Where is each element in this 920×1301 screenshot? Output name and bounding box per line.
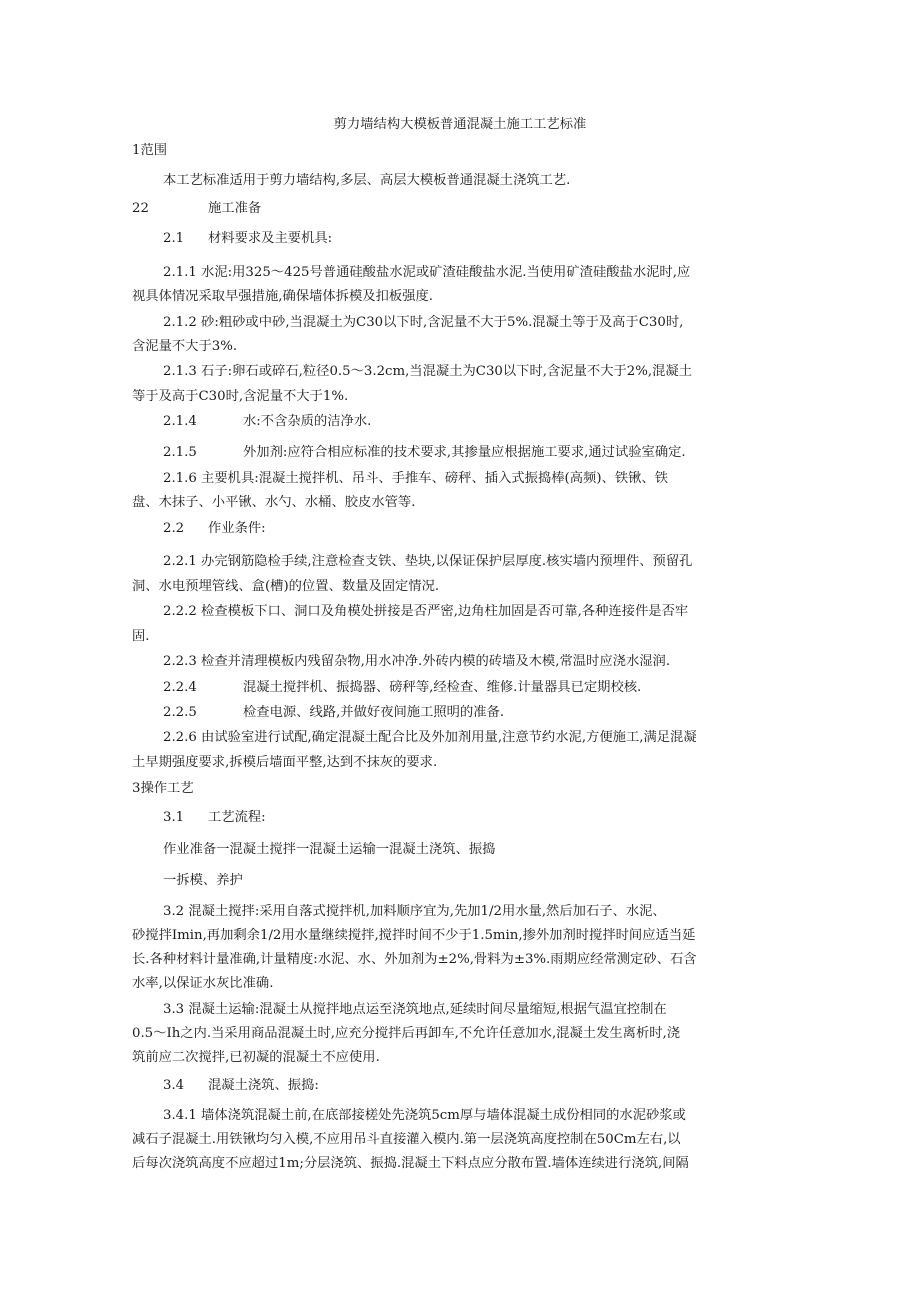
item-2-1-text: 材料要求及主要机具: <box>208 231 333 246</box>
item-3-1-number: 3.1 <box>163 810 185 825</box>
item-2-2-5-number: 2.2.5 <box>163 705 197 720</box>
section-1-text: 本工艺标准适用于剪力墙结构,多层、高层大模板普通混凝土浇筑工艺. <box>163 173 571 188</box>
paragraph-line: 2.1.6 主要机具:混凝土搅拌机、吊斗、手推车、磅秤、插入式振捣棒(高频)、铁锹、铁 <box>163 471 669 486</box>
paragraph-line: 洞、水电预埋管线、盒(槽)的位置、数量及固定情况. <box>132 579 440 594</box>
paragraph-line: 砂搅拌Imin,再加剩余1/2用水量继续搅拌,搅拌时间不少于1.5min,掺外加剂时搅拌时间应适当延 <box>132 928 696 943</box>
paragraph-line: 减石子混凝土.用铁锹均匀入模,不应用吊斗直接灌入模内.第一层浇筑高度控制在50Cm左右,以 <box>132 1132 681 1147</box>
paragraph-line: 2.2.6 由试验室进行试配,确定混凝土配合比及外加剂用量,注意节约水泥,方便施工,满足混凝 <box>163 730 697 745</box>
item-2-2-text: 作业条件: <box>208 521 266 536</box>
item-3-4-number: 3.4 <box>163 1078 185 1093</box>
paragraph-line: 2.2.1 办完钢筋隐检手续,注意检查支铁、垫块,以保证保护层厚度.核实墙内预埋件、预留孔 <box>163 554 693 569</box>
paragraph-line: 3.2 混凝土搅拌:采用自落式搅拌机,加料顺序宜为,先加1/2用水量,然后加石子、水泥、 <box>163 904 666 919</box>
item-2-2-4-number: 2.2.4 <box>163 680 197 695</box>
item-2-1-4-text: 水:不含杂质的洁净水. <box>243 414 372 429</box>
item-2-2-number: 2.2 <box>163 521 185 536</box>
paragraph-line: 0.5～Ih之内.当采用商品混凝土时,应充分搅拌后再卸车,不允许任意加水,混凝土发生离析时,浇 <box>132 1026 681 1041</box>
paragraph-line: 2.2.2 检查模板下口、洞口及角模处拼接是否严密,边角柱加固是否可靠,各种连接件是否牢 <box>163 604 689 619</box>
paragraph-line: 含泥量不大于3%. <box>132 339 238 354</box>
section-1-heading: 1范围 <box>132 143 168 158</box>
process-flow-line: 作业准备一混凝土搅拌一混凝土运输一混凝土浇筑、振捣 <box>163 842 496 857</box>
item-2-2-5-text: 检查电源、线路,并做好夜间施工照明的准备. <box>243 705 505 720</box>
paragraph-line: 2.2.3 检查并清理模板内残留杂物,用水冲净.外砖内模的砖墙及木模,常温时应浇水湿润. <box>163 654 671 669</box>
paragraph-line: 2.1.2 砂:粗砂或中砂,当混凝土为C30以下时,含泥量不大于5%.混凝土等于及高于C30时, <box>163 315 684 330</box>
paragraph-line: 2.1.1 水泥:用325～425号普通硅酸盐水泥或矿渣硅酸盐水泥.当使用矿渣硅酸盐水泥时,应 <box>163 265 691 280</box>
item-2-2-4-text: 混凝土搅拌机、振捣器、磅秤等,经检查、维修.计量器具已定期校核. <box>243 680 642 695</box>
section-2-heading: 施工准备 <box>208 201 262 216</box>
section-3-heading: 3操作工艺 <box>132 781 194 796</box>
item-3-4-text: 混凝土浇筑、振捣: <box>208 1078 319 1093</box>
paragraph-line: 长.各种材料计量准确,计量精度:水泥、水、外加剂为±2%,骨料为±3%.雨期应经常测定砂、石含 <box>132 952 697 967</box>
page-title: 剪力墙结构大模板普通混凝土施工工艺标准 <box>333 117 587 132</box>
paragraph-line: 视具体情况采取早强措施,确保墙体拆模及扣板强度. <box>132 289 433 304</box>
paragraph-line: 3.3 混凝土运输:混凝土从搅拌地点运至浇筑地点,延续时间尽量缩短,根据气温宜控制在 <box>163 1002 667 1017</box>
paragraph-line: 水率,以保证水灰比准确. <box>132 976 274 991</box>
item-3-1-text: 工艺流程: <box>208 810 266 825</box>
paragraph-line: 2.1.3 石子:卵石或碎石,粒径0.5～3.2cm,当混凝土为C30以下时,含泥量不大于2%,混凝土 <box>163 364 692 379</box>
paragraph-line: 3.4.1 墙体浇筑混凝土前,在底部接槎处先浇筑5cm厚与墙体混凝土成份相同的水泥砂浆或 <box>163 1108 686 1123</box>
item-2-1-number: 2.1 <box>163 231 185 246</box>
process-flow-line: 一拆模、养护 <box>163 873 243 888</box>
paragraph-line: 土早期强度要求,拆模后墙面平整,达到不抹灰的要求. <box>132 755 438 770</box>
paragraph-line: 筑前应二次搅拌,已初凝的混凝土不应使用. <box>132 1050 380 1065</box>
item-2-1-5-text: 外加剂:应符合相应标准的技术要求,其掺量应根据施工要求,通过试验室确定. <box>243 445 686 460</box>
item-2-1-5-number: 2.1.5 <box>163 445 197 460</box>
section-2-number: 22 <box>132 201 149 216</box>
paragraph-line: 固. <box>132 629 150 644</box>
paragraph-line: 盘、木抹子、小平锹、水勺、水桶、胶皮水管等. <box>132 495 416 510</box>
paragraph-line: 后每次浇筑高度不应超过1m;分层浇筑、振捣.混凝土下料点应分散布置.墙体连续进行浇筑,间隔 <box>132 1156 689 1171</box>
paragraph-line: 等于及高于C30时,含泥量不大于1%. <box>132 389 349 404</box>
item-2-1-4-number: 2.1.4 <box>163 414 197 429</box>
